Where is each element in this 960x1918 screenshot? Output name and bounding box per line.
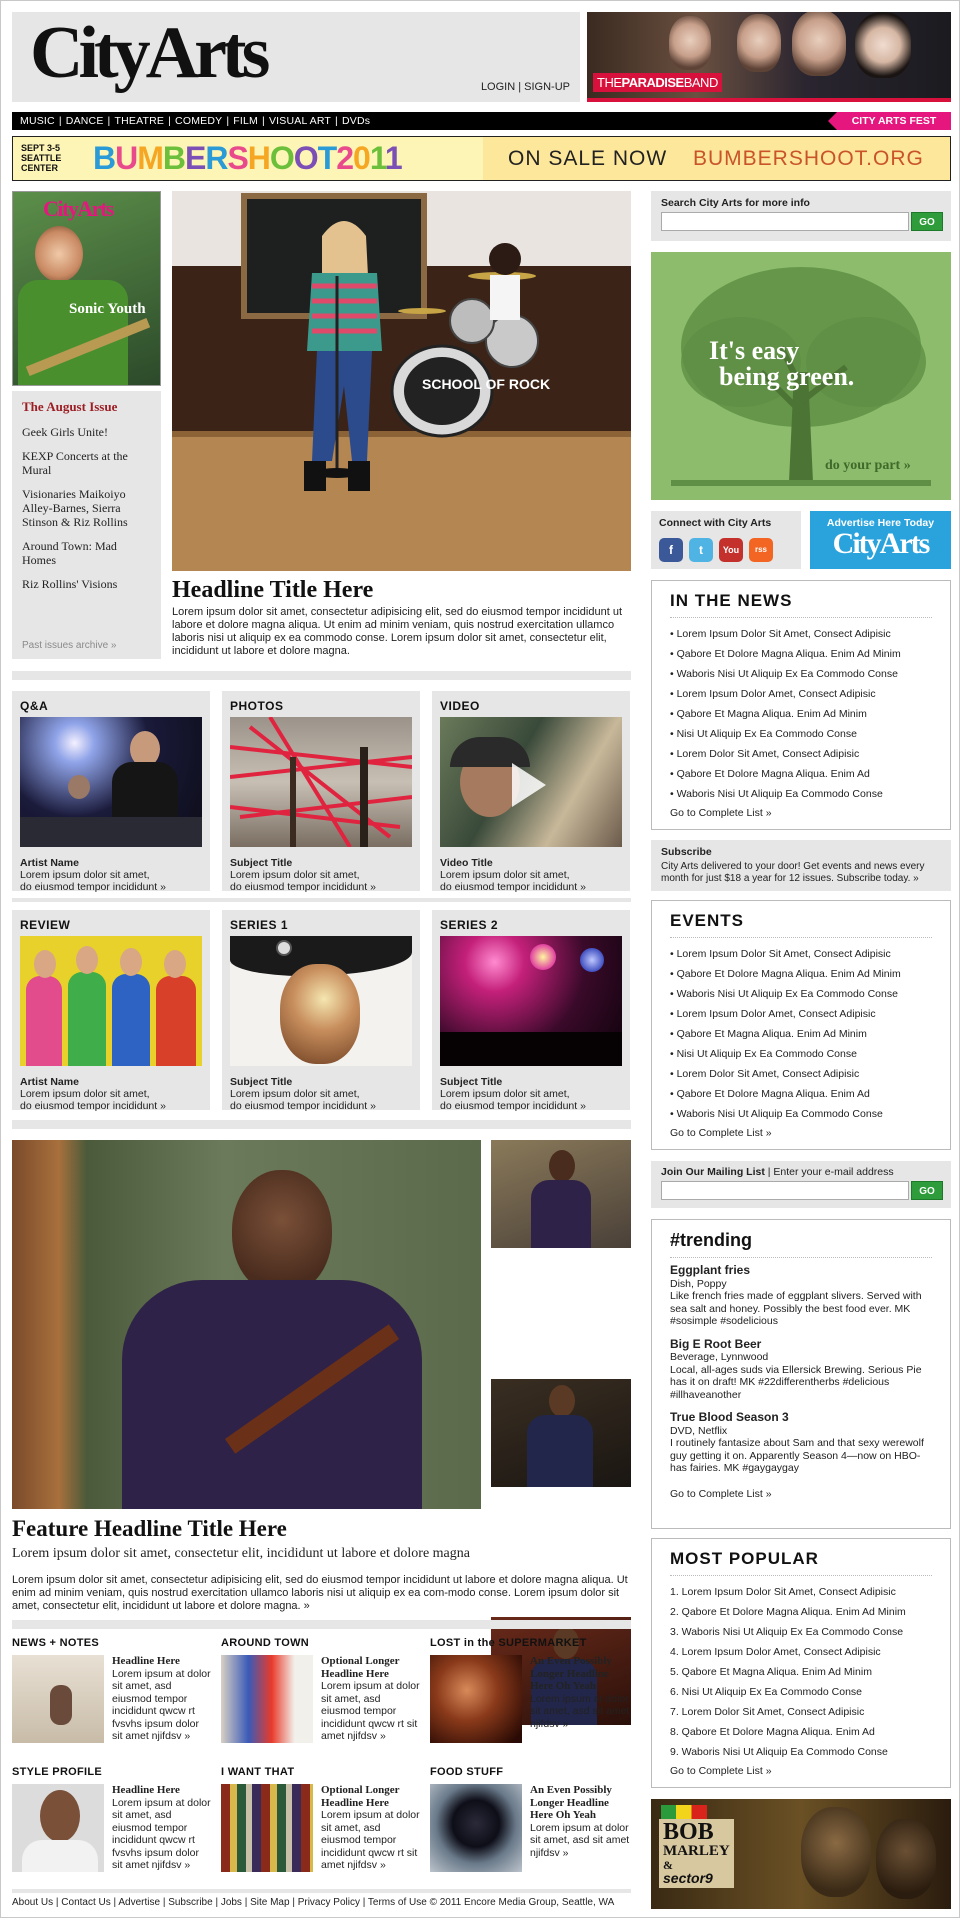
section-title[interactable]: Headline Here: [112, 1784, 180, 1796]
section-lost-supermarket: [430, 1637, 630, 1759]
section-around-town: [221, 1637, 421, 1759]
main-nav: [12, 112, 951, 130]
cover-face: [35, 226, 83, 282]
tile-qa[interactable]: [12, 691, 210, 891]
nav-music[interactable]: MUSIC: [20, 115, 55, 127]
section-photo[interactable]: [430, 1655, 522, 1743]
section-text: Optional Longer Headline Here Lorem ipsum at dolor sit amet, asd eiusmod tempor incididunt qwcw rt sit amet njifdsv »: [321, 1784, 420, 1871]
email-input[interactable]: [661, 1181, 909, 1200]
past-issues-link[interactable]: Past issues archive »: [22, 640, 117, 651]
section-text: An Even Possibly Longer Headline Here Oh Yeah Lorem ipsum at dolor sit amet, asd sit amet njifdsv »: [530, 1784, 630, 1859]
hero-headline[interactable]: Headline Title Here: [172, 577, 374, 603]
login-bar: LOGIN | SIGN-UP: [480, 81, 570, 93]
rasta-stripe: [661, 1805, 707, 1819]
issue-item[interactable]: Around Town: Mad Homes: [22, 539, 117, 567]
trending-item[interactable]: Big E Root Beer Beverage, Lynnwood Local, all-ages suds via Ellersick Brewing. Serious Pie has it on draft! MK #22differentherbs #delicious #illhaveanother: [670, 1336, 922, 1401]
video-photo: [440, 717, 622, 847]
tile-label: VIDEO: [440, 699, 480, 713]
green-ad-line2: being green.: [719, 362, 855, 391]
qa-photo: [20, 717, 202, 847]
site-header: [12, 12, 580, 102]
issue-item[interactable]: KEXP Concerts at the Mural: [22, 449, 128, 477]
footer-links[interactable]: About Us | Contact Us | Advertise | Subscribe | Jobs | Site Map | Privacy Policy | Terms of Use © 2011 Encore Media Group, Seattle, WA: [12, 1897, 615, 1908]
paradise-band-ad[interactable]: [587, 12, 951, 102]
subscribe-text: City Arts delivered to your door! Get events and news every month for just $18 a year for 12 issues. Subscribe today. »: [661, 861, 925, 884]
section-heading[interactable]: AROUND TOWN: [221, 1637, 310, 1649]
popular-item[interactable]: 4. Lorem Ipsum Dolor Amet, Consect Adipisic: [670, 1646, 881, 1658]
event-item[interactable]: • Nisi Ut Aliquip Ex Ea Commodo Conse: [670, 1048, 857, 1060]
event-item[interactable]: • Lorem Ipsum Dolor Amet, Consect Adipisic: [670, 1008, 876, 1020]
city-arts-fest-link[interactable]: CITY ARTS FEST: [837, 112, 951, 130]
hero-photo-svg: [172, 191, 631, 571]
series-2-photo: [440, 936, 622, 1066]
trending-item[interactable]: True Blood Season 3 DVD, Netflix I routinely fantasize about Sam and that sexy werewolf guy getting it on. Apparently Season 4—now on HBO-has fairies. MK #gaygaygay: [670, 1410, 924, 1474]
news-more-link[interactable]: Go to Complete List »: [670, 807, 772, 819]
popular-item[interactable]: 2. Qabore Et Dolore Magna Aliqua. Enim Ad Minim: [670, 1606, 906, 1618]
nav-film[interactable]: FILM: [233, 115, 258, 127]
twitter-icon[interactable]: t: [689, 538, 713, 562]
play-icon[interactable]: [512, 763, 546, 807]
popular-item[interactable]: 3. Waboris Nisi Ut Aliquip Ex Ea Commodo Conse: [670, 1626, 904, 1638]
tile-caption: Artist Name Lorem ipsum dolor sit amet, do eiusmod tempor incididunt »: [20, 1076, 166, 1112]
series-1-photo: [230, 936, 412, 1066]
divider: [12, 1889, 631, 1893]
mailing-go-button[interactable]: GO: [911, 1181, 943, 1200]
trending-more-link[interactable]: Go to Complete List »: [670, 1487, 772, 1500]
advertise-box[interactable]: [810, 511, 951, 569]
popular-item[interactable]: 9. Waboris Nisi Ut Aliquip Ea Commodo Conse: [670, 1746, 888, 1758]
green-ad[interactable]: [651, 252, 951, 500]
svg-text:SCHOOL OF ROCK: SCHOOL OF ROCK: [422, 376, 551, 392]
bumbershoot-logo: BUMBERSHOOT2011: [93, 140, 402, 176]
popular-item[interactable]: 8. Qabore Et Dolore Magna Aliqua. Enim Ad: [670, 1726, 875, 1738]
events-box: [651, 900, 951, 1150]
bumbershoot-ad[interactable]: [12, 136, 951, 181]
facebook-icon[interactable]: f: [659, 538, 683, 562]
section-photo[interactable]: [12, 1784, 104, 1872]
login-link[interactable]: LOGIN: [480, 81, 516, 93]
nav-visual-art[interactable]: VISUAL ART: [268, 115, 332, 127]
section-news-notes: [12, 1637, 212, 1759]
section-photo[interactable]: [221, 1784, 313, 1872]
section-title[interactable]: Optional Longer Headline Here: [321, 1784, 400, 1809]
feature-shirt: [122, 1280, 422, 1509]
news-item[interactable]: • Qabore Et Magna Aliqua. Enim Ad Minim: [670, 708, 867, 720]
ad-url: BUMBERSHOOT.ORG: [693, 147, 924, 170]
issue-box: [12, 391, 161, 659]
section-text: Headline Here Lorem ipsum at dolor sit amet, asd eiusmod tempor incididunt qwcw rt fvsvhs ipsum dolor sit amet njifdsv »: [112, 1655, 211, 1742]
subscribe-box[interactable]: [651, 840, 951, 891]
marley-ad-text: BOB MARLEY & sector9: [659, 1819, 734, 1888]
divider: [12, 898, 631, 902]
divider: [12, 671, 631, 680]
hero-text: Lorem ipsum dolor sit amet, consectetur adipisicing elit, sed do eiusmod tempor incididunt ut labore et dolore magna aliqua. Ut enim ad minim veniam, quis nostrud exercitation ullamco laboris nisi ut aliquip ex ea commodo conse. Lorem ipsum dolor sit amet, consectetur elit, incididunt ut labore et dolore magna.: [172, 606, 623, 657]
tile-series-2[interactable]: [432, 910, 630, 1110]
feature-headline[interactable]: Feature Headline Title Here: [12, 1516, 287, 1541]
news-item[interactable]: • Qabore Et Dolore Magna Aliqua. Enim Ad Minim: [670, 648, 901, 660]
divider: [12, 1120, 631, 1129]
event-item[interactable]: • Lorem Ipsum Dolor Sit Amet, Consect Adipisic: [670, 948, 891, 960]
most-popular-title: MOST POPULAR: [670, 1549, 932, 1576]
nav-comedy[interactable]: COMEDY: [175, 115, 223, 127]
section-text: Optional Longer Headline Here Lorem ipsum at dolor sit amet, asd eiusmod tempor incididunt qwcw rt sit amet njifdsv »: [321, 1655, 420, 1742]
section-heading[interactable]: I WANT THAT: [221, 1766, 295, 1778]
most-popular-box: [651, 1538, 951, 1788]
tile-caption: Artist Name Lorem ipsum dolor sit amet, do eiusmod tempor incididunt »: [20, 857, 166, 893]
nav-dance[interactable]: DANCE: [65, 115, 104, 127]
popular-more-link[interactable]: Go to Complete List »: [670, 1765, 772, 1777]
section-heading[interactable]: FOOD STUFF: [430, 1766, 504, 1778]
section-title[interactable]: An Even Possibly Longer Headline Here Oh Yeah: [530, 1655, 612, 1692]
subscribe-title: Subscribe: [661, 846, 712, 858]
section-food-stuff: [430, 1766, 630, 1888]
section-heading[interactable]: STYLE PROFILE: [12, 1766, 103, 1778]
issue-item[interactable]: Visionaries Maikoiyo Alley-Barnes, Sierra Stinson & Riz Rollins: [22, 487, 128, 529]
search-input[interactable]: [661, 212, 909, 231]
feature-text: Lorem ipsum dolor sit amet, consectetur adipisicing elit, sed do eiusmod tempor incididunt ut labore et dolore magna aliqua. Ut enim ad minim veniam, quis nostrud exercitation ullamco laboris nisi ut aliquip ex ea com-modo conse. Lorem ipsum dolor sit amet, consectetur elit, incididunt ut labore et dolore magna. »: [12, 1574, 628, 1612]
section-i-want-that: [221, 1766, 421, 1888]
news-item[interactable]: • Lorem Ipsum Dolor Amet, Consect Adipisic: [670, 688, 876, 700]
site-logo[interactable]: CityArts: [30, 12, 266, 94]
advertise-label: Advertise Here Today: [826, 517, 935, 529]
popular-item[interactable]: 6. Nisi Ut Aliquip Ex Ea Commodo Conse: [670, 1686, 862, 1698]
event-item[interactable]: • Qabore Et Magna Aliqua. Enim Ad Minim: [670, 1028, 867, 1040]
popular-item[interactable]: 5. Qabore Et Magna Aliqua. Enim Ad Minim: [670, 1666, 872, 1678]
event-item[interactable]: • Waboris Nisi Ut Aliquip Ex Ea Commodo Conse: [670, 988, 898, 1000]
news-item[interactable]: • Lorem Ipsum Dolor Sit Amet, Consect Adipisic: [670, 628, 891, 640]
feature-thumb-2[interactable]: [491, 1379, 631, 1487]
issue-title[interactable]: The August Issue: [22, 399, 118, 414]
news-item[interactable]: • Nisi Ut Aliquip Ex Ea Commodo Conse: [670, 728, 857, 740]
section-text: Headline Here Lorem ipsum at dolor sit amet, asd eiusmod tempor incididunt qwcw rt fvsvhs ipsum dolor sit amet njifdsv »: [112, 1784, 211, 1871]
signup-link[interactable]: SIGN-UP: [524, 81, 570, 93]
nav-dvds[interactable]: DVDs: [341, 115, 371, 127]
event-item[interactable]: • Qabore Et Dolore Magna Aliqua. Enim Ad Minim: [670, 968, 901, 980]
tile-video[interactable]: [432, 691, 630, 891]
tile-review[interactable]: [12, 910, 210, 1110]
tile-caption: Subject Title Lorem ipsum dolor sit amet, do eiusmod tempor incididunt »: [230, 1076, 376, 1112]
green-ad-cta[interactable]: do your part »: [825, 458, 911, 473]
tile-caption: Subject Title Lorem ipsum dolor sit amet, do eiusmod tempor incididunt »: [230, 857, 376, 893]
hero-image[interactable]: [172, 191, 631, 571]
divider: [12, 1620, 631, 1629]
trending-title: #trending: [670, 1230, 932, 1258]
event-item[interactable]: • Lorem Dolor Sit Amet, Consect Adipisic: [670, 1068, 860, 1080]
nav-items: MUSIC | DANCE | THEATRE | COMEDY | FILM | VISUAL ART | DVDs: [20, 115, 371, 127]
popular-item[interactable]: 7. Lorem Dolor Sit Amet, Consect Adipisic: [670, 1706, 865, 1718]
connect-box: [651, 511, 801, 569]
photos-photo: [230, 717, 412, 847]
green-ad-line1: It's easy: [709, 336, 800, 365]
news-item[interactable]: • Qabore Et Dolore Magna Aliqua. Enim Ad: [670, 768, 870, 780]
band-member-photo: [737, 14, 781, 72]
cover-headline: Sonic Youth: [69, 301, 146, 317]
magazine-cover[interactable]: [12, 191, 161, 386]
feature-image[interactable]: [12, 1140, 481, 1509]
ad-sale-text: ON SALE NOW: [508, 147, 668, 170]
search-label: Search City Arts for more info: [661, 197, 810, 209]
section-heading[interactable]: LOST in the SUPERMARKET: [430, 1637, 587, 1649]
mailing-label: Join Our Mailing List | Enter your e-mail address: [661, 1166, 894, 1178]
issue-item[interactable]: Geek Girls Unite!: [22, 425, 108, 439]
feature-thumb-1[interactable]: [491, 1140, 631, 1248]
trending-box: [651, 1219, 951, 1529]
review-photo: [20, 936, 202, 1066]
section-title[interactable]: An Even Possibly Longer Headline Here Oh Yeah: [530, 1784, 612, 1821]
tile-caption: Subject Title Lorem ipsum dolor sit amet, do eiusmod tempor incididunt »: [440, 1076, 586, 1112]
nav-theatre[interactable]: THEATRE: [114, 115, 165, 127]
connect-label: Connect with City Arts: [659, 517, 772, 529]
tile-label: Q&A: [20, 699, 49, 713]
tile-label: PHOTOS: [230, 699, 284, 713]
section-heading[interactable]: NEWS + NOTES: [12, 1637, 100, 1649]
trending-item[interactable]: Eggplant fries Dish, Poppy Like french fries made of eggplant slivers. Served with sea salt and honey. Possibly the best food ever. MK #sosimple #sodelicious: [670, 1263, 922, 1327]
tile-series-1[interactable]: [222, 910, 420, 1110]
news-item[interactable]: • Lorem Dolor Sit Amet, Consect Adipisic: [670, 748, 860, 760]
in-the-news-title: IN THE NEWS: [670, 591, 932, 618]
band-member-photo: [669, 16, 711, 70]
popular-item[interactable]: 1. Lorem Ipsum Dolor Sit Amet, Consect Adipisic: [670, 1586, 896, 1598]
news-item[interactable]: • Waboris Nisi Ut Aliquip Ea Commodo Conse: [670, 788, 883, 800]
news-item[interactable]: • Waboris Nisi Ut Aliquip Ex Ea Commodo Conse: [670, 668, 898, 680]
marley-portrait: [801, 1807, 871, 1897]
marley-portrait: [876, 1819, 936, 1899]
ad-band-name: THEPARADISEBAND: [593, 73, 722, 92]
section-style-profile: [12, 1766, 212, 1888]
events-more-link[interactable]: Go to Complete List »: [670, 1127, 772, 1139]
section-photo[interactable]: [221, 1655, 313, 1743]
in-the-news-box: [651, 580, 951, 830]
section-photo[interactable]: [12, 1655, 104, 1743]
bob-marley-ad[interactable]: [651, 1799, 951, 1909]
section-title[interactable]: Headline Here: [112, 1655, 180, 1667]
advertise-logo: CityArts: [832, 527, 929, 560]
tile-caption: Video Title Lorem ipsum dolor sit amet, do eiusmod tempor incididunt »: [440, 857, 586, 893]
band-member-photo: [855, 12, 911, 78]
search-box: [651, 191, 951, 241]
ad-accent-bar: [587, 98, 951, 102]
tile-label: SERIES 1: [230, 918, 289, 932]
section-title[interactable]: Optional Longer Headline Here: [321, 1655, 400, 1680]
section-text: An Even Possibly Longer Headline Here Oh Yeah Lorem ipsum at dolor sit amet, asd sit amet njifdsv »: [530, 1655, 630, 1730]
feature-face: [232, 1170, 332, 1295]
search-go-button[interactable]: GO: [911, 212, 943, 231]
feature-subtitle: Lorem ipsum dolor sit amet, consectetur elit, incididunt ut labore et dolore magna: [12, 1546, 470, 1561]
event-item[interactable]: • Waboris Nisi Ut Aliquip Ea Commodo Conse: [670, 1108, 883, 1120]
events-title: EVENTS: [670, 911, 932, 938]
tile-label: SERIES 2: [440, 918, 499, 932]
event-item[interactable]: • Qabore Et Dolore Magna Aliqua. Enim Ad: [670, 1088, 870, 1100]
cover-masthead: CityArts: [43, 196, 113, 221]
tile-label: REVIEW: [20, 918, 71, 932]
mailing-list-box: [651, 1161, 951, 1208]
band-member-photo: [792, 12, 846, 76]
issue-item[interactable]: Riz Rollins' Visions: [22, 577, 118, 591]
youtube-icon[interactable]: You: [719, 538, 743, 562]
ad-date: SEPT 3-5 SEATTLE CENTER: [21, 143, 62, 173]
section-photo[interactable]: [430, 1784, 522, 1872]
tile-photos[interactable]: [222, 691, 420, 891]
rss-icon[interactable]: rss: [749, 538, 773, 562]
